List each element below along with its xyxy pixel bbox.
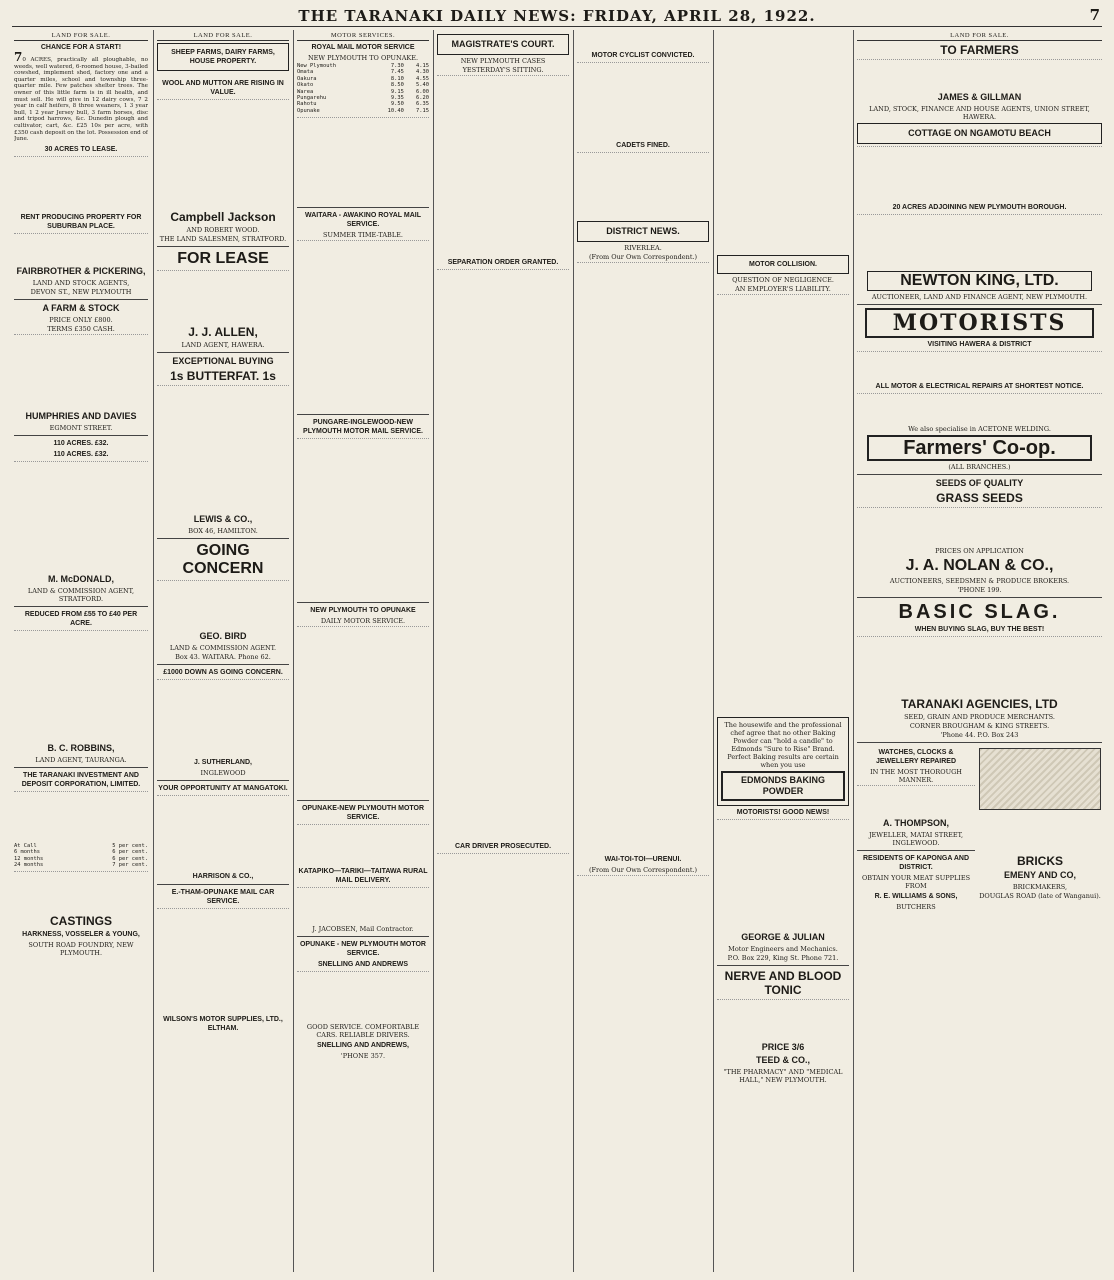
article-text-block — [577, 152, 709, 219]
column-rule — [573, 30, 574, 1272]
advertiser-sub: AUCTIONEER, LAND AND FINANCE AGENT, NEW PLYMOUTH. — [871, 293, 1088, 301]
advertiser-name: TARANAKI AGENCIES, LTD — [901, 697, 1058, 711]
ad-text-block — [857, 636, 1102, 695]
ad-text-block — [857, 785, 975, 816]
column-3 — [297, 32, 429, 1272]
ad-subheading: OBTAIN YOUR MEAT SUPPLIES FROM — [861, 874, 971, 890]
ad-text-block — [297, 971, 429, 1022]
page-number: 7 — [1089, 6, 1100, 24]
advertiser-name: GEORGE & JULIAN — [741, 932, 825, 942]
ad-heading: E.-THAM-OPUNAKE MAIL CAR SERVICE. — [171, 889, 275, 905]
ad-text-block — [857, 393, 1102, 424]
ad-subheading: GOOD SERVICE. COMFORTABLE CARS. RELIABLE DRIVERS. — [306, 1023, 420, 1040]
advertiser-sub: INGLEWOOD — [200, 769, 246, 777]
advertiser-name: WILSON'S MOTOR SUPPLIES, LTD., ELTHAM. — [163, 1016, 283, 1032]
ad-heading: COTTAGE ON NGAMOTU BEACH — [908, 128, 1051, 138]
ad-heading: FOR LEASE — [177, 250, 269, 267]
table-row: 6 months 6 per cent. — [14, 849, 148, 856]
advertiser-name: J. A. NOLAN & CO., — [905, 557, 1054, 574]
advertiser-name: LEWIS & CO., — [193, 514, 253, 524]
advertiser-sub: AND ROBERT WOOD. — [186, 226, 260, 234]
table-row: At Call 5 per cent. — [14, 842, 148, 849]
article-text-block — [437, 853, 569, 1234]
article-heading: MOTOR CYCLIST CONVICTED. — [591, 52, 695, 59]
advertiser-sub: LAND & COMMISSION AGENT, STRATFORD. — [27, 586, 135, 603]
ad-heading: NEW PLYMOUTH TO OPUNAKE — [310, 607, 416, 615]
ad-heading: A FARM & STOCK — [42, 302, 120, 313]
advertiser-name: J. J. ALLEN, — [188, 325, 258, 339]
advertiser-name: JAMES & GILLMAN — [937, 92, 1022, 102]
ad-subheading: VISITING HAWERA & DISTRICT — [927, 341, 1032, 348]
ad-text: PRICES ON APPLICATION — [935, 547, 1024, 555]
terms-text: TERMS £350 CASH. — [47, 324, 115, 333]
column-1 — [14, 32, 148, 1272]
article-subheading: RIVERLEA. — [624, 244, 662, 252]
article-byline: (From Our Own Correspondent.) — [588, 866, 698, 874]
ad-heading: NERVE AND BLOOD TONIC — [724, 969, 842, 997]
phone-text: 'PHONE 199. — [957, 586, 1002, 594]
ad-heading: CASTINGS — [49, 914, 112, 929]
ad-text-block — [14, 461, 148, 572]
ad-text-block — [857, 507, 1102, 546]
section-label: LAND FOR SALE. — [14, 32, 148, 41]
ad-text-block — [857, 59, 1102, 90]
advertiser-address: EGMONT STREET. — [49, 423, 113, 432]
ad-heading: 30 ACRES TO LEASE. — [44, 145, 118, 153]
bottom-ads-row — [857, 746, 1102, 912]
ad-text-block — [297, 824, 429, 865]
advertiser-name: HUMPHRIES AND DAVIES — [25, 410, 137, 421]
ad-heading: BRICKS — [1016, 854, 1063, 868]
advertiser-name: Farmers' Co-op. — [867, 435, 1092, 461]
article-text-block — [437, 75, 569, 256]
timetable-block — [297, 626, 429, 797]
article-subheading: QUESTION OF NEGLIGENCE. — [732, 276, 834, 284]
ad-text-block — [857, 214, 1102, 269]
table-row: New Plymouth 7.30 4.15 — [297, 63, 429, 69]
car-illustration — [979, 748, 1101, 810]
ad-heading: 110 ACRES. £32. — [53, 450, 109, 458]
article-heading: CAR DRIVER PROSECUTED. — [454, 843, 552, 850]
column-rule — [853, 30, 854, 1272]
price-text: PRICE 3/6 — [761, 1042, 805, 1052]
ad-text-block — [857, 351, 1102, 380]
ad-text-block — [717, 999, 849, 1040]
advertiser-name: HARKNESS, VOSSELER & YOUNG, — [22, 931, 140, 939]
table-row: Okato 8.50 5.40 — [297, 82, 429, 89]
ad-heading: TO FARMERS — [940, 43, 1019, 57]
ad-heading: YOUR OPPORTUNITY AT MANGATOKI. — [158, 785, 288, 792]
edmonds-ad — [717, 717, 849, 806]
timetable — [297, 63, 429, 114]
ad-text-block — [857, 146, 1102, 201]
column-2 — [157, 32, 289, 1272]
article-byline: (From Our Own Correspondent.) — [588, 253, 698, 261]
article-text-block — [717, 294, 849, 715]
article-text-block — [577, 262, 709, 853]
ad-heading: GRASS SEEDS — [936, 491, 1023, 505]
ad-subheading: IN THE MOST THOROUGH MANNER. — [870, 768, 962, 784]
advertiser-name: J. SUTHERLAND, — [194, 759, 252, 766]
article-text-block — [577, 33, 709, 49]
timetable-block — [297, 438, 429, 599]
ad-text-block — [717, 819, 849, 930]
ad-heading: KATAPIKO—TARIKI—TAITAWA RURAL MAIL DELIVERY. — [298, 868, 428, 885]
advertiser-sub: LAND, STOCK, FINANCE AND HOUSE AGENTS, UNION STREET, HAWERA. — [869, 105, 1090, 121]
table-row: Oakura 8.10 4.55 — [297, 75, 429, 82]
ad-heading: WATCHES, CLOCKS & JEWELLERY REPAIRED — [876, 749, 956, 765]
advertiser-name: HARRISON & CO., — [192, 873, 254, 880]
advertiser-name: B. C. ROBBINS, — [47, 742, 115, 753]
advertiser-name: EMENY AND CO, — [1003, 870, 1076, 880]
article-text-block — [577, 875, 709, 1256]
ad-text: 70 ACRES, practically all ploughable, no weeds, well watered, 6-roomed house, 3-bailed cowshed, implement shed, factory one and a quarter miles, school and township three-quarter mile. Few patches shelter trees. The owner of this little farm is in ill health, and must sell. He will give in 12 dairy cows, 7 2 year in calf heifers, 8 three weaners, 1 3 year bull, 1 2 year Jersey bull, 3 farm horses, disc and tripod harrows, &c. Dunedin plough and cultivator, cart, &c. £25 10s per acre, with £350 cash deposit on the lot. Possession end of June. — [14, 50, 148, 143]
ad-text-block — [14, 871, 148, 912]
emeny-ad — [979, 746, 1101, 912]
ad-text-block — [157, 270, 289, 323]
column-7 — [857, 32, 1102, 1272]
advertiser-address: CORNER BROUGHAM & KING STREETS. — [909, 722, 1050, 730]
ad-heading: £1000 DOWN AS GOING CONCERN. — [163, 669, 283, 676]
table-row: Omata 7.45 4.30 — [297, 69, 429, 76]
advertiser-name: SNELLING AND ANDREWS — [317, 961, 409, 969]
article-heading: DISTRICT NEWS. — [606, 226, 680, 236]
advertiser-name: SNELLING AND ANDREWS, — [316, 1042, 410, 1050]
ad-text-block — [297, 117, 429, 204]
ad-subheading: WHEN BUYING SLAG, BUY THE BEST! — [914, 626, 1045, 633]
thompson-ad — [857, 746, 975, 912]
ad-heading: OPUNAKE - NEW PLYMOUTH MOTOR SERVICE. — [299, 941, 426, 958]
column-6 — [717, 32, 849, 1272]
ad-text-block — [157, 385, 289, 512]
column-rule — [433, 30, 434, 1272]
ad-text-block — [157, 795, 289, 870]
ad-text: We also specialise in ACETONE WELDING. — [908, 425, 1051, 433]
advertiser-name: R. E. WILLIAMS & SONS, — [874, 893, 958, 900]
ad-heading: PUNGARE-INGLEWOOD-NEW PLYMOUTH MOTOR MAIL SERVICE. — [303, 419, 423, 436]
article-text-block — [717, 33, 849, 253]
advertiser-sub: "THE PHARMACY" AND "MEDICAL HALL," NEW PLYMOUTH. — [723, 1068, 843, 1084]
ad-text-block — [157, 679, 289, 756]
ad-subheading: DAILY MOTOR SERVICE. — [320, 617, 406, 626]
advertiser-address: DEVON ST., NEW PLYMOUTH — [30, 287, 132, 296]
advertiser-name: A. THOMPSON, — [882, 818, 949, 828]
timetable-block — [297, 240, 429, 411]
advertiser-sub: LAND & COMMISSION AGENT. — [169, 644, 277, 652]
ad-text-block — [297, 887, 429, 924]
table-row: 12 months 6 per cent. — [14, 855, 148, 862]
advertiser-sub: BRICKMAKERS, — [1012, 883, 1068, 891]
ad-text-block — [14, 791, 148, 842]
ad-heading: 20 ACRES ADJOINING NEW PLYMOUTH BOROUGH. — [892, 204, 1067, 211]
interest-rates-table — [14, 843, 148, 869]
ad-heading: 110 ACRES. £32. — [53, 439, 109, 447]
advertiser-sub: SEED, GRAIN AND PRODUCE MERCHANTS. — [904, 713, 1055, 721]
ad-heading: CHANCE FOR A START! — [40, 44, 122, 51]
ad-text-block — [14, 233, 148, 264]
advertiser-sub: SOUTH ROAD FOUNDRY, NEW PLYMOUTH. — [28, 941, 134, 958]
phone-text: 'PHONE 357. — [340, 1052, 386, 1061]
ad-heading: 1s BUTTERFAT. 1s — [170, 369, 276, 383]
ad-heading: RESIDENTS OF KAPONGA AND DISTRICT. — [862, 855, 970, 871]
masthead-title: THE TARANAKI DAILY NEWS: FRIDAY, APRIL 28, 1922. — [298, 7, 816, 25]
advertiser-name: M. McDONALD, — [48, 573, 114, 584]
ad-text-block — [157, 908, 289, 1013]
table-row: Opunake 10.40 7.15 — [297, 107, 429, 114]
article-heading: SEPARATION ORDER GRANTED. — [447, 259, 559, 266]
column-rule — [713, 30, 714, 1272]
ad-heading: WAITARA - AWAKINO ROYAL MAIL SERVICE. — [304, 212, 422, 229]
ad-heading: THE TARANAKI INVESTMENT AND DEPOSIT CORPORATION, LIMITED. — [21, 771, 141, 788]
column-5 — [577, 32, 709, 1272]
advertiser-name: GEO. BIRD — [199, 631, 247, 641]
phone-text: 'Phone 44. P.O. Box 243 — [940, 731, 1019, 739]
advertiser-name: J. JACOBSEN, Mail Contractor. — [312, 925, 414, 934]
ad-text-block — [157, 580, 289, 629]
ad-text-block — [157, 99, 289, 208]
advertiser-sub: THE LAND SALESMEN, STRATFORD. — [159, 235, 287, 243]
advertiser-sub: (ALL BRANCHES.) — [948, 463, 1011, 471]
article-heading: MOTOR COLLISION. — [749, 261, 817, 268]
column-rule — [153, 30, 154, 1272]
ad-heading: GOING CONCERN — [182, 542, 264, 577]
ad-text-block — [14, 630, 148, 741]
masthead — [12, 6, 1102, 27]
advertiser-sub: Motor Engineers and Mechanics. — [728, 945, 838, 953]
advertiser-sub: LAND AGENT, TAURANGA. — [35, 755, 127, 764]
table-row: Warea 9.15 6.00 — [297, 88, 429, 95]
advertiser-address: Box 43. WAITARA. Phone 62. — [175, 653, 271, 661]
ad-text: The housewife and the professional chef agree that no other Baking Powder can "hold a candle" to Edmonds "Sure to Rise" Brand. Perfect Baking results are certain when you use — [724, 721, 842, 769]
advertiser-name: FAIRBROTHER & PICKERING, — [16, 265, 146, 276]
article-subheading: NEW PLYMOUTH CASES — [460, 57, 546, 65]
table-row: Pungarehu 9.35 6.20 — [297, 95, 429, 102]
column-4 — [437, 32, 569, 1272]
section-label: LAND FOR SALE. — [157, 32, 289, 41]
edmonds-logo: EDMONDS BAKING POWDER — [721, 771, 845, 801]
ad-subheading: NEW PLYMOUTH TO OPUNAKE. — [307, 54, 419, 62]
article-subheading: AN EMPLOYER'S LIABILITY. — [735, 285, 831, 293]
advertiser-sub: LAND AND STOCK AGENTS, — [32, 278, 130, 287]
advertiser-sub: LAND AGENT, HAWERA. — [181, 341, 265, 349]
ad-heading: ROYAL MAIL MOTOR SERVICE — [311, 44, 415, 51]
table-row: 24 months 7 per cent. — [14, 861, 148, 868]
ad-heading: SEEDS OF QUALITY — [935, 478, 1024, 488]
article-text-block — [437, 269, 569, 840]
article-heading: WAI-TOI-TOI—URENUI. — [604, 856, 682, 863]
ad-heading: REDUCED FROM £55 TO £40 PER ACRE. — [24, 610, 138, 627]
ad-heading: OPUNAKE-NEW PLYMOUTH MOTOR SERVICE. — [301, 805, 425, 822]
ad-heading: MOTORISTS — [865, 308, 1094, 338]
table-row: Rahotu 9.50 6.35 — [297, 101, 429, 108]
advertiser-sub: JEWELLER, MATAI STREET, INGLEWOOD. — [868, 831, 964, 847]
advertiser-address: P.O. Box 229, King St. Phone 721. — [727, 954, 839, 962]
ad-heading: EXCEPTIONAL BUYING — [172, 356, 274, 366]
ad-heading: BASIC SLAG. — [898, 601, 1061, 623]
ad-text-block — [14, 334, 148, 409]
ad-heading: WOOL AND MUTTON ARE RISING IN VALUE. — [162, 80, 284, 96]
section-label: MOTOR SERVICES. — [297, 32, 429, 41]
advertiser-name: NEWTON KING, LTD. — [867, 271, 1092, 291]
advertiser-sub: BUTCHERS — [896, 903, 936, 911]
ad-heading: MOTORISTS! GOOD NEWS! — [736, 809, 830, 816]
section-label: LAND FOR SALE. — [857, 32, 1102, 41]
ad-text-block — [979, 812, 1101, 852]
ad-heading: SHEEP FARMS, DAIRY FARMS, HOUSE PROPERTY. — [171, 49, 275, 65]
advertiser-address: DOUGLAS ROAD (late of Wanganui). — [979, 892, 1101, 900]
article-heading: MAGISTRATE'S COURT. — [451, 39, 555, 49]
ad-heading: RENT PRODUCING PROPERTY FOR SUBURBAN PLACE. — [20, 213, 142, 230]
ad-text-block — [14, 156, 148, 211]
ad-subheading: ALL MOTOR & ELECTRICAL REPAIRS AT SHORTEST NOTICE. — [875, 383, 1084, 390]
advertiser-name: Campbell Jackson — [170, 210, 276, 224]
advertiser-sub: AUCTIONEERS, SEEDSMEN & PRODUCE BROKERS. — [889, 577, 1070, 585]
article-text-block — [577, 62, 709, 139]
price-text: PRICE ONLY £800. — [49, 315, 113, 324]
article-subheading: YESTERDAY'S SITTING. — [462, 66, 544, 74]
column-rule — [293, 30, 294, 1272]
advertiser-sub: BOX 46, HAMILTON. — [188, 527, 258, 535]
ad-subheading: SUMMER TIME-TABLE. — [323, 231, 403, 240]
advertiser-name: TEED & CO., — [755, 1055, 810, 1065]
article-heading: CADETS FINED. — [616, 142, 670, 149]
